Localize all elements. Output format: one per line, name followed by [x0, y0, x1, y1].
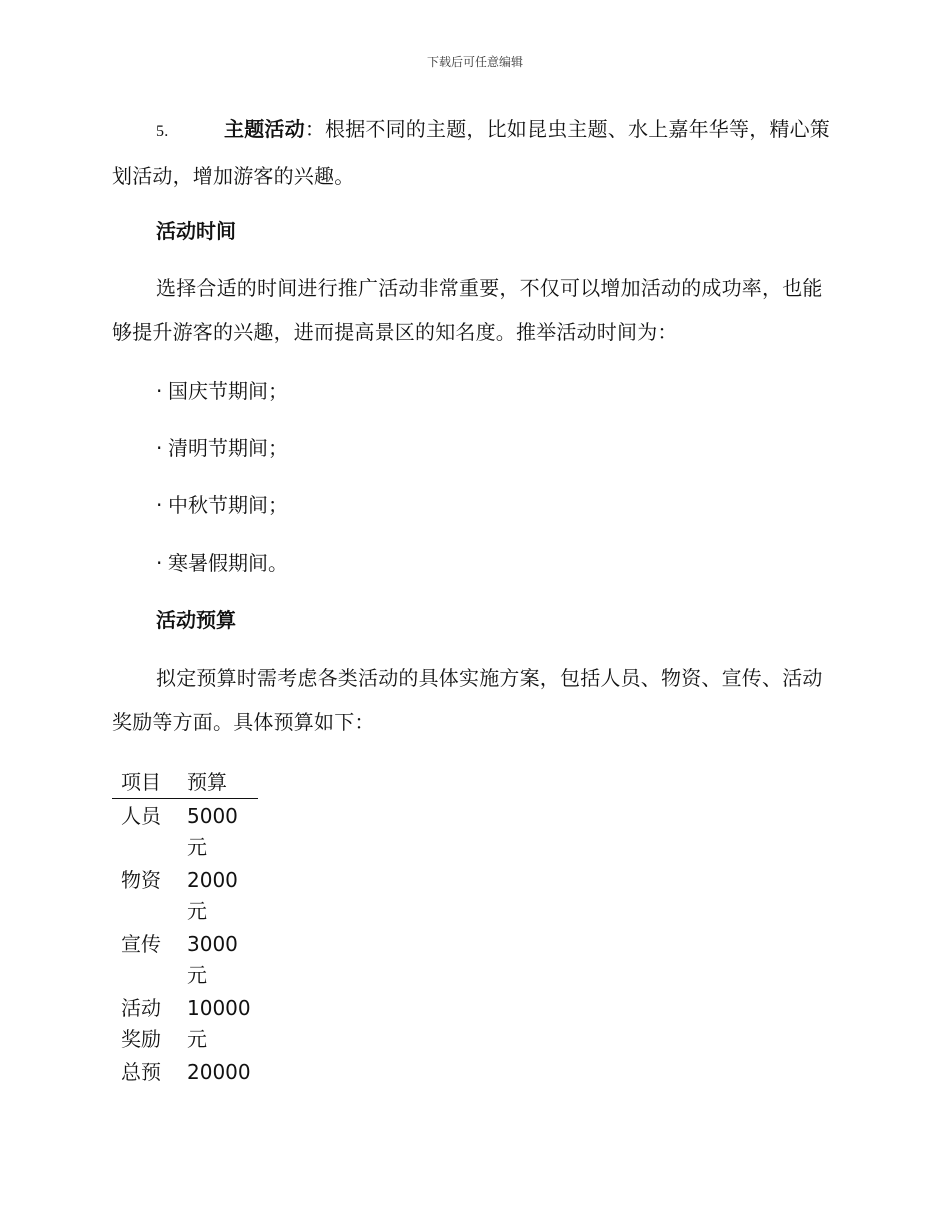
bullet-item-2 [156, 433, 288, 463]
table-cell-line: 物资 [121, 868, 161, 892]
table-cell-budget [178, 929, 258, 991]
budget-table [112, 766, 258, 1088]
item-5-text: ：根据不同的主题，比如昆虫主题、水上嘉年华等，精心策划活动，增加游客的兴趣。 [112, 117, 831, 188]
table-cell-item [112, 801, 178, 863]
section-budget-heading: 活动预算 [156, 608, 236, 632]
table-cell-budget [178, 1057, 258, 1088]
table-header-item: 项目 [121, 770, 161, 794]
table-cell-line: 活动 [121, 996, 161, 1020]
table-cell-budget [178, 801, 258, 863]
bullet-item-4 [156, 548, 288, 578]
bullet-dot: · [156, 493, 163, 517]
section-time-paragraph: 选择合适的时间进行推广活动非常重要，不仅可以增加活动的成功率，也能够提升游客的兴趣，进而提高景区的知名度。推举活动时间为： [112, 276, 823, 344]
table-cell-item [112, 929, 178, 991]
table-cell-budget [178, 865, 258, 927]
bullet-text: 中秋节期间； [168, 493, 288, 517]
table-row [112, 865, 258, 927]
table-cell-line: 人员 [121, 804, 161, 828]
table-row [112, 929, 258, 991]
table-row [112, 1057, 258, 1088]
item-5-title: 主题活动 [224, 117, 305, 141]
table-cell-line: 10000 [187, 996, 251, 1020]
table-cell-line: 元 [187, 899, 207, 923]
table-cell-budget [178, 993, 258, 1055]
table-cell-line: 元 [187, 963, 207, 987]
table-cell-line: 奖励 [121, 1027, 161, 1051]
bullet-text: 国庆节期间； [168, 379, 288, 403]
item-5-number: 5. [156, 123, 169, 140]
table-cell-line: 20000 [187, 1060, 251, 1084]
table-row [112, 801, 258, 863]
table-cell-line: 总预 [121, 1060, 161, 1084]
bullet-dot: · [156, 436, 163, 460]
table-cell-item [112, 865, 178, 927]
bullet-dot: · [156, 379, 163, 403]
table-cell-line: 元 [187, 835, 207, 859]
table-cell-item [112, 1057, 178, 1088]
table-cell-line: 元 [187, 1027, 207, 1051]
item-5-paragraph [112, 107, 834, 198]
table-cell-line: 宣传 [121, 932, 161, 956]
section-budget-paragraph: 拟定预算时需考虑各类活动的具体实施方案，包括人员、物资、宣传、活动奖励等方面。具体预算如下： [112, 666, 823, 734]
bullet-item-3 [156, 490, 288, 520]
table-cell-line: 3000 [187, 932, 238, 956]
table-body [112, 801, 258, 1088]
table-row [112, 993, 258, 1055]
bullet-item-1 [156, 376, 288, 406]
table-cell-item [112, 993, 178, 1055]
bullet-text: 寒暑假期间。 [168, 551, 288, 575]
bullet-dot: · [156, 551, 163, 575]
bullet-text: 清明节期间； [168, 436, 288, 460]
table-cell-line: 2000 [187, 868, 238, 892]
table-header-row [112, 766, 258, 799]
table-cell-line: 5000 [187, 804, 238, 828]
table-header-budget: 预算 [187, 770, 227, 794]
section-time-heading: 活动时间 [156, 219, 236, 243]
header-note: 下载后可任意编辑 [426, 55, 523, 69]
